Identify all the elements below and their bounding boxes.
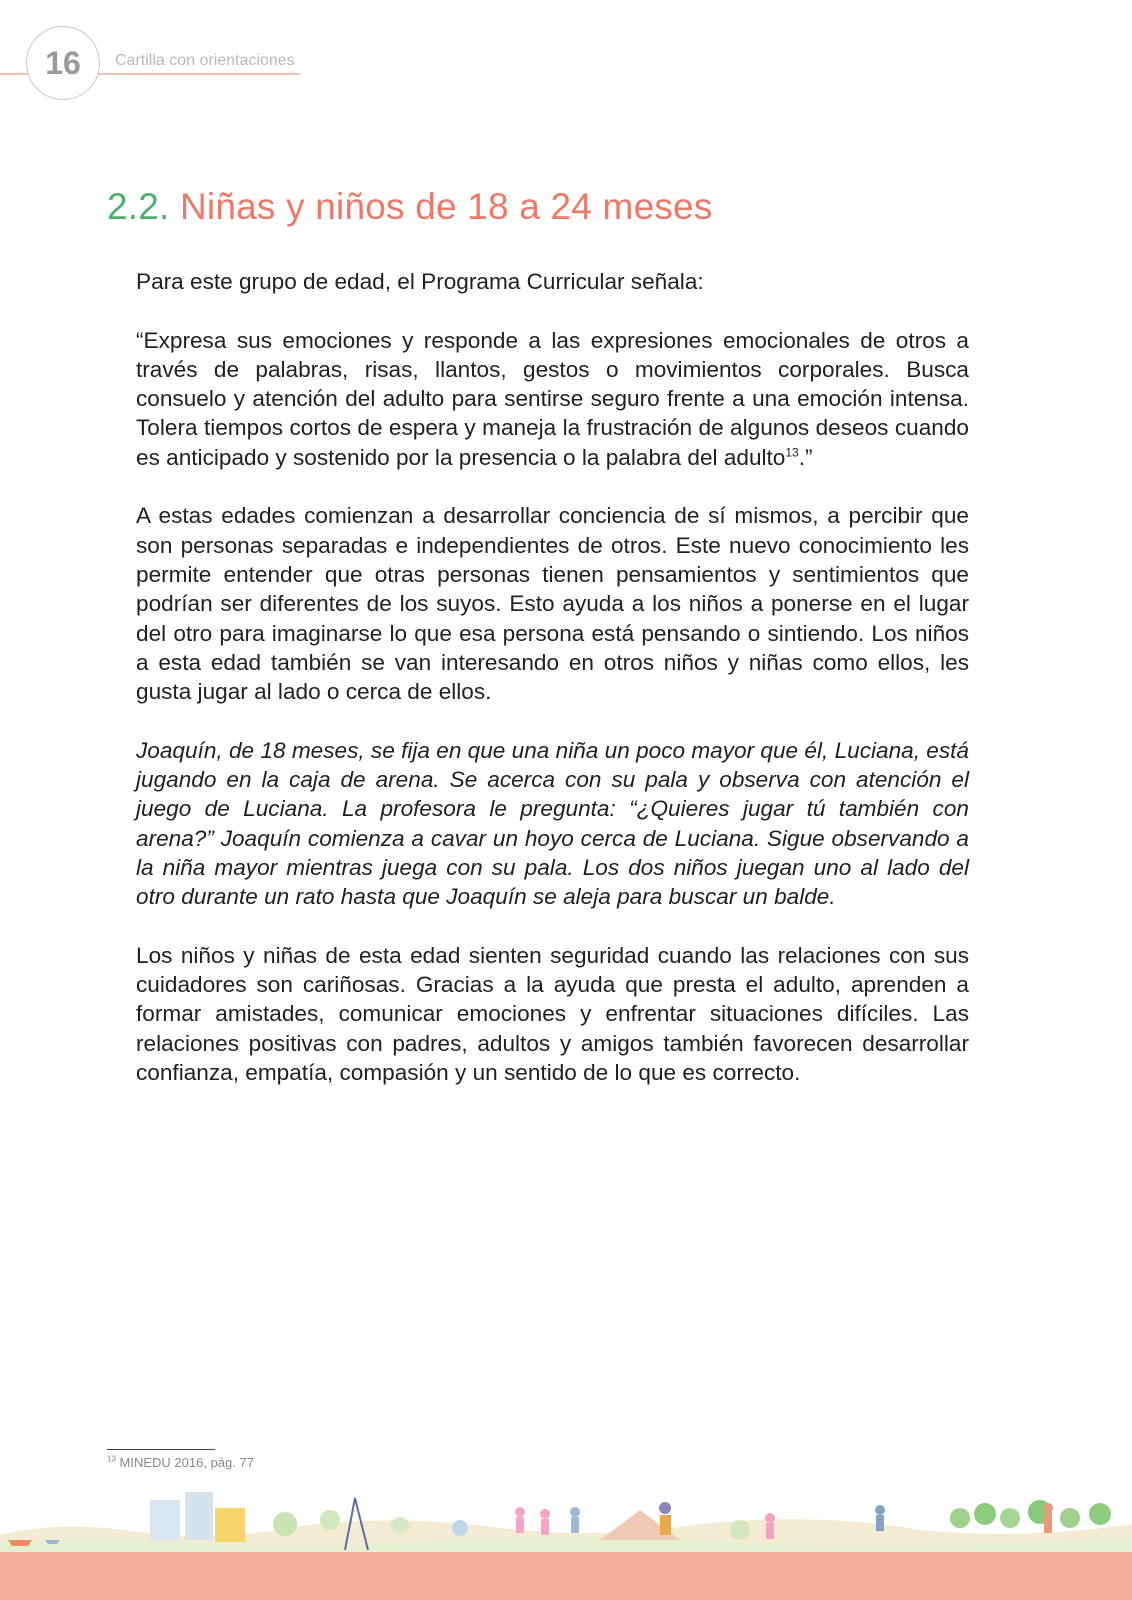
section-title-text: Niñas y niños de 18 a 24 meses bbox=[180, 186, 713, 227]
intro-paragraph: Para este grupo de edad, el Programa Curricular señala: bbox=[136, 269, 704, 294]
quote-end: .” bbox=[798, 444, 813, 470]
relationships-paragraph: Los niños y niñas de esta edad sienten seguridad cuando las relaciones con sus cuidadores son cariñosas. Gracias a la ayuda que presta el adulto, aprenden a formar amistades, comunicar emociones y enfrentar situaciones difíciles. Las relaciones positivas con padres, adultos y amigos también favorecen desarrollar confianza, empatía, compasión y un sentido de lo que es correcto. bbox=[136, 942, 969, 1086]
playground-illustration bbox=[0, 1490, 1132, 1552]
body-text bbox=[136, 267, 969, 1117]
footnote bbox=[107, 1455, 254, 1470]
quote-text: “Expresa sus emociones y responde a las expresiones emocionales de otros a través de palabras, risas, llantos, gestos o movimientos corporales. Busca consuelo y atención del adulto para sentirse seguro frente a una emoción intensa. Tolera tiempos cortos de espera y maneja la frustración de algunos deseos cuando es anticipado y sostenido por la presencia o la palabra del adulto bbox=[136, 327, 969, 470]
footnote-rule bbox=[107, 1449, 215, 1450]
page-number: 16 bbox=[26, 26, 100, 100]
footnote-ref[interactable]: 13 bbox=[785, 445, 799, 460]
footnote-number: 13 bbox=[107, 1454, 116, 1464]
footer-band bbox=[0, 1552, 1132, 1600]
footnote-text: MINEDU 2016, pág. 77 bbox=[119, 1455, 254, 1470]
running-title: Cartilla con orientaciones bbox=[115, 52, 295, 69]
quote-paragraph bbox=[136, 326, 969, 472]
development-paragraph: A estas edades comienzan a desarrollar conciencia de sí mismos, a percibir que son personas separadas e independientes de otros. Este nuevo conocimiento les permite entender que otras personas tienen pensamientos y sentimientos que podrían ser diferentes de los suyos. Esto ayuda a los niños a ponerse en el lugar del otro para imaginarse lo que esa persona está pensando o sintiendo. Los niños a esta edad también se van interesando en otros niños y niñas como ellos, les gusta jugar al lado o cerca de ellos. bbox=[136, 503, 969, 705]
section-title bbox=[107, 186, 713, 228]
section-number: 2.2. bbox=[107, 186, 170, 227]
example-paragraph: Joaquín, de 18 meses, se fija en que una niña un poco mayor que él, Luciana, está jugando en la caja de arena. Se acerca con su pala y observa con atención el juego de Luciana. La profesora le pregunta: “¿Quieres jugar tú también con arena?” Joaquín comienza a cavar un hoyo cerca de Luciana. Sigue observando a la niña mayor mientras juega con su pala. Los dos niños juegan uno al lado del otro durante un rato hasta que Joaquín se aleja para buscar un balde. bbox=[136, 737, 969, 910]
